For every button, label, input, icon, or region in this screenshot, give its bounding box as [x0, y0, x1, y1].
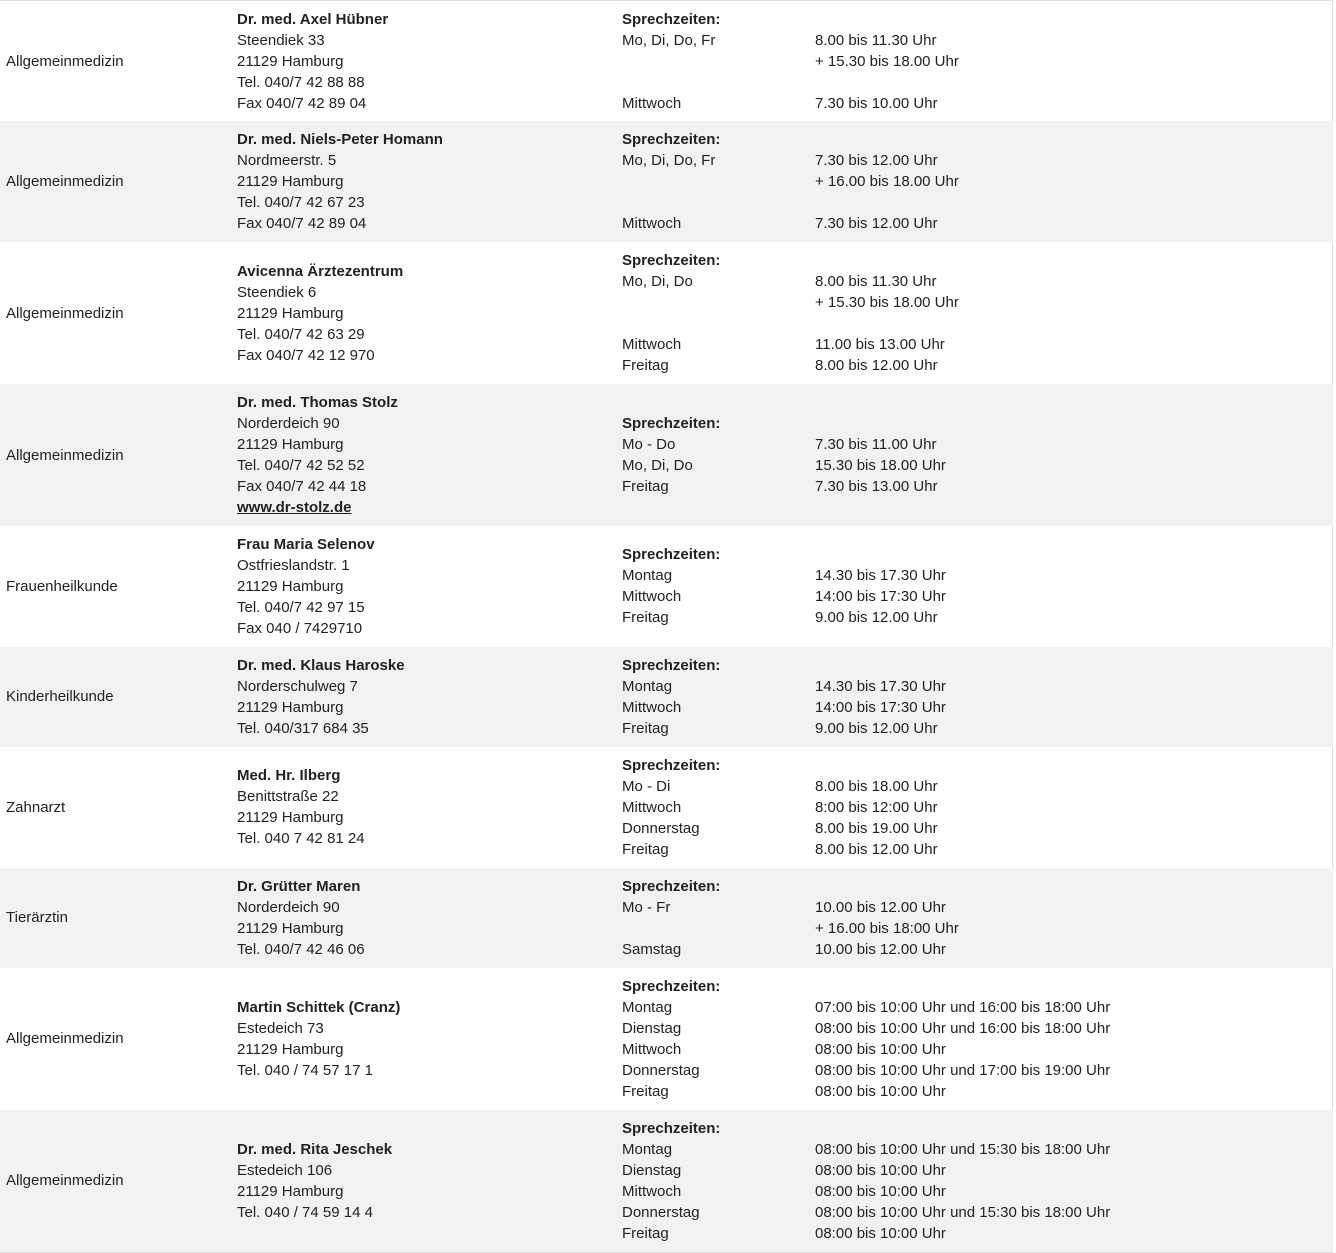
phone: Tel. 040 7 42 81 24 [237, 830, 365, 847]
fax: Fax 040/7 42 12 970 [237, 347, 375, 364]
hours-times [815, 413, 946, 497]
category-cell: Allgemeinmedizin [6, 447, 124, 464]
time: 08:00 bis 10:00 Uhr [815, 1225, 946, 1242]
hours-days [622, 250, 720, 376]
phone: Tel. 040/7 42 88 88 [237, 74, 365, 91]
day [622, 171, 720, 192]
hours-days [622, 876, 720, 960]
time: 08:00 bis 10:00 Uhr und 16:00 bis 18:00 Uhr [815, 1020, 1111, 1037]
fax: Fax 040/7 42 89 04 [237, 95, 367, 112]
practice-name: Dr. med. Thomas Stolz [237, 394, 398, 411]
practice-name: Med. Hr. Ilberg [237, 767, 341, 784]
street: Steendiek 33 [237, 32, 325, 49]
day: Mittwoch [622, 95, 682, 112]
category-cell: Allgemeinmedizin [6, 1172, 124, 1189]
time: + 15.30 bis 18.00 Uhr [815, 53, 959, 70]
table-row [0, 526, 1333, 647]
day: Dienstag [622, 1020, 682, 1037]
practice-name: Avicenna Ärztezentrum [237, 263, 404, 280]
category-cell: Kinderheilkunde [6, 688, 114, 705]
street: Steendiek 6 [237, 284, 317, 301]
phone: Tel. 040/7 42 52 52 [237, 457, 365, 474]
day: Mittwoch [622, 699, 682, 716]
day: Mo, Di, Do, Fr [622, 152, 716, 169]
day: Montag [622, 999, 673, 1016]
city: 21129 Hamburg [237, 1183, 344, 1200]
time: 14.30 bis 17.30 Uhr [815, 567, 946, 584]
time: 9.00 bis 12.00 Uhr [815, 720, 938, 737]
hours-days [622, 976, 720, 1102]
table-row [0, 647, 1333, 747]
time: 08:00 bis 10:00 Uhr und 15:30 bis 18:00 Uhr [815, 1204, 1111, 1221]
hours-heading: Sprechzeiten: [622, 546, 721, 563]
day: Mittwoch [622, 799, 682, 816]
time: 10.00 bis 12.00 Uhr [815, 899, 946, 916]
hours-times [815, 544, 946, 628]
hours-days [622, 9, 720, 114]
time: 8:00 bis 12:00 Uhr [815, 799, 938, 816]
time: 15.30 bis 18.00 Uhr [815, 457, 946, 474]
address-cell [237, 997, 400, 1081]
time: 7.30 bis 13.00 Uhr [815, 478, 938, 495]
category-cell: Frauenheilkunde [6, 578, 118, 595]
website-link[interactable]: www.dr-stolz.de [237, 499, 352, 516]
time: 14:00 bis 17:30 Uhr [815, 699, 946, 716]
category-cell: Zahnarzt [6, 799, 66, 816]
day [622, 292, 720, 313]
day: Dienstag [622, 1162, 682, 1179]
address-cell [237, 655, 405, 739]
address-cell [237, 534, 375, 639]
day: Mittwoch [622, 336, 682, 353]
hours-heading: Sprechzeiten: [622, 415, 721, 432]
hours-days [622, 544, 720, 628]
day: Donnerstag [622, 820, 700, 837]
day: Freitag [622, 841, 669, 858]
time: 08:00 bis 10:00 Uhr [815, 1041, 946, 1058]
hours-days [622, 413, 720, 497]
city: 21129 Hamburg [237, 809, 344, 826]
time: 9.00 bis 12.00 Uhr [815, 609, 938, 626]
address-cell [237, 129, 443, 234]
time: 7.30 bis 11.00 Uhr [815, 436, 937, 453]
table-row [0, 0, 1333, 121]
time: 08:00 bis 10:00 Uhr [815, 1183, 946, 1200]
hours-times [815, 976, 1110, 1102]
hours-times [815, 129, 959, 234]
address-cell [237, 765, 365, 849]
phone: Tel. 040/7 42 67 23 [237, 194, 365, 211]
time: 14:00 bis 17:30 Uhr [815, 588, 946, 605]
hours-times [815, 655, 946, 739]
day: Mittwoch [622, 1041, 682, 1058]
time: 7.30 bis 12.00 Uhr [815, 152, 938, 169]
day: Mittwoch [622, 1183, 682, 1200]
category-cell: Allgemeinmedizin [6, 173, 124, 190]
day: Mo, Di, Do [622, 273, 693, 290]
table-row [0, 242, 1333, 384]
category-cell: Allgemeinmedizin [6, 53, 124, 70]
city: 21129 Hamburg [237, 436, 344, 453]
table-row [0, 1110, 1333, 1252]
street: Norderdeich 90 [237, 899, 340, 916]
table-row [0, 868, 1333, 968]
hours-days [622, 129, 720, 234]
day [622, 72, 720, 93]
category-cell: Tierärztin [6, 909, 68, 926]
phone: Tel. 040 / 74 57 17 1 [237, 1062, 373, 1079]
time: + 16.00 bis 18.00 Uhr [815, 173, 959, 190]
day [622, 313, 720, 334]
city: 21129 Hamburg [237, 173, 344, 190]
time: 14.30 bis 17.30 Uhr [815, 678, 946, 695]
day: Freitag [622, 1225, 669, 1242]
day: Donnerstag [622, 1204, 700, 1221]
hours-heading: Sprechzeiten: [622, 757, 721, 774]
phone: Tel. 040/7 42 46 06 [237, 941, 365, 958]
day [622, 51, 720, 72]
time: + 15.30 bis 18.00 Uhr [815, 294, 959, 311]
day: Mo - Do [622, 436, 676, 453]
city: 21129 Hamburg [237, 699, 344, 716]
hours-times [815, 876, 959, 960]
practice-name: Dr. med. Niels-Peter Homann [237, 131, 443, 148]
practice-name: Martin Schittek (Cranz) [237, 999, 401, 1016]
hours-heading: Sprechzeiten: [622, 131, 721, 148]
time: 8.00 bis 11.30 Uhr [815, 32, 937, 49]
fax: Fax 040 / 7429710 [237, 620, 363, 637]
time [815, 72, 959, 93]
time: 8.00 bis 12.00 Uhr [815, 357, 938, 374]
time: 7.30 bis 10.00 Uhr [815, 95, 938, 112]
hours-days [622, 1118, 720, 1244]
hours-heading: Sprechzeiten: [622, 11, 721, 28]
address-cell [237, 1139, 392, 1223]
day: Mittwoch [622, 588, 682, 605]
street: Estedeich 106 [237, 1162, 333, 1179]
time: 11.00 bis 13.00 Uhr [815, 336, 945, 353]
city: 21129 Hamburg [237, 578, 344, 595]
time: 7.30 bis 12.00 Uhr [815, 215, 938, 232]
time: 08:00 bis 10:00 Uhr [815, 1083, 946, 1100]
practice-name: Dr. med. Rita Jeschek [237, 1141, 393, 1158]
address-cell [237, 876, 365, 960]
time: 8.00 bis 12.00 Uhr [815, 841, 938, 858]
hours-days [622, 755, 720, 860]
day: Donnerstag [622, 1062, 700, 1079]
time [815, 313, 959, 334]
day: Freitag [622, 1083, 669, 1100]
address-cell [237, 9, 388, 114]
time: 08:00 bis 10:00 Uhr [815, 1162, 946, 1179]
day: Montag [622, 567, 673, 584]
time: 8.00 bis 19.00 Uhr [815, 820, 938, 837]
day: Samstag [622, 941, 682, 958]
hours-times [815, 755, 938, 860]
day: Mittwoch [622, 215, 682, 232]
time: + 16.00 bis 18:00 Uhr [815, 920, 959, 937]
phone: Tel. 040/7 42 63 29 [237, 326, 365, 343]
day [622, 192, 720, 213]
street: Estedeich 73 [237, 1020, 324, 1037]
practice-name: Dr. Grütter Maren [237, 878, 361, 895]
time: 8.00 bis 18.00 Uhr [815, 778, 938, 795]
street: Nordmeerstr. 5 [237, 152, 337, 169]
day [622, 918, 720, 939]
city: 21129 Hamburg [237, 53, 344, 70]
hours-heading: Sprechzeiten: [622, 878, 721, 895]
day: Mo - Fr [622, 899, 671, 916]
address-cell [237, 392, 398, 518]
hours-times [815, 9, 959, 114]
time: 08:00 bis 10:00 Uhr und 17:00 bis 19:00 Uhr [815, 1062, 1111, 1079]
hours-heading: Sprechzeiten: [622, 252, 721, 269]
day: Mo, Di, Do [622, 457, 693, 474]
practice-name: Frau Maria Selenov [237, 536, 375, 553]
day: Freitag [622, 478, 669, 495]
time: 08:00 bis 10:00 Uhr und 15:30 bis 18:00 Uhr [815, 1141, 1111, 1158]
table-row [0, 747, 1333, 868]
day: Montag [622, 678, 673, 695]
table-row [0, 968, 1333, 1110]
time: 07:00 bis 10:00 Uhr und 16:00 bis 18:00 Uhr [815, 999, 1111, 1016]
city: 21129 Hamburg [237, 1041, 344, 1058]
hours-times [815, 1118, 1110, 1244]
hours-heading: Sprechzeiten: [622, 1120, 721, 1137]
day: Mo, Di, Do, Fr [622, 32, 716, 49]
phone: Tel. 040/317 684 35 [237, 720, 369, 737]
time: 10.00 bis 12.00 Uhr [815, 941, 946, 958]
day: Mo - Di [622, 778, 671, 795]
category-cell: Allgemeinmedizin [6, 1030, 124, 1047]
city: 21129 Hamburg [237, 305, 344, 322]
practice-name: Dr. med. Axel Hübner [237, 11, 389, 28]
hours-heading: Sprechzeiten: [622, 978, 721, 995]
day: Freitag [622, 609, 669, 626]
phone: Tel. 040 / 74 59 14 4 [237, 1204, 373, 1221]
street: Norderdeich 90 [237, 415, 340, 432]
street: Benittstraße 22 [237, 788, 339, 805]
day: Montag [622, 1141, 673, 1158]
fax: Fax 040/7 42 89 04 [237, 215, 367, 232]
time: 8.00 bis 11.30 Uhr [815, 273, 937, 290]
table-row [0, 121, 1333, 242]
time [815, 192, 959, 213]
practice-name: Dr. med. Klaus Haroske [237, 657, 405, 674]
hours-days [622, 655, 720, 739]
city: 21129 Hamburg [237, 920, 344, 937]
street: Norderschulweg 7 [237, 678, 358, 695]
hours-times [815, 250, 959, 376]
table-row [0, 384, 1333, 526]
hours-heading: Sprechzeiten: [622, 657, 721, 674]
day: Freitag [622, 720, 669, 737]
day: Freitag [622, 357, 669, 374]
phone: Tel. 040/7 42 97 15 [237, 599, 365, 616]
street: Ostfrieslandstr. 1 [237, 557, 350, 574]
fax: Fax 040/7 42 44 18 [237, 478, 367, 495]
address-cell [237, 261, 403, 366]
category-cell: Allgemeinmedizin [6, 305, 124, 322]
